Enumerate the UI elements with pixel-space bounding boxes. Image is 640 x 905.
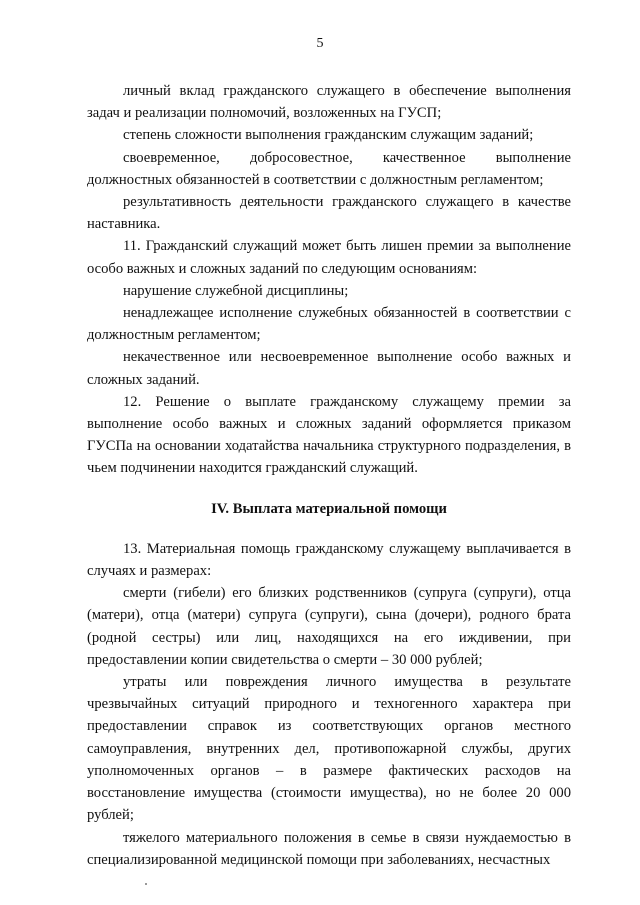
paragraph-hardship: тяжелого материального положения в семье в связи нуждаемостью в специализированной медицинской помощи при заболеваниях, несчастных: [87, 829, 571, 868]
page-number: 5: [316, 36, 324, 51]
scan-speck: [145, 883, 147, 885]
paragraph-timely-performance: своевременное, добросовестное, качественное выполнение должностных обязанностей в соответствии с должностным регламентом;: [87, 149, 571, 188]
paragraph-discipline-violation: нарушение служебной дисциплины;: [123, 282, 349, 299]
paragraph-clause-11: 11. Гражданский служащий может быть лишен премии за выполнение особо важных и сложных заданий по следующим основаниям:: [87, 238, 571, 277]
section-heading: IV. Выплата материальной помощи: [211, 500, 447, 517]
document-body: [87, 80, 571, 871]
paragraph-clause-12: 12. Решение о выплате гражданскому служащему премии за выполнение особо важных и сложных заданий оформляется приказом ГУСПа на основании ходатайства начальника структурного подразделения, в чьем подчинении находится гражданский служащий.: [87, 393, 571, 477]
paragraph-task-complexity: степень сложности выполнения гражданским служащим заданий;: [123, 127, 534, 144]
paragraph-clause-13: 13. Материальная помощь гражданскому служащему выплачивается в случаях и размерах:: [87, 540, 571, 580]
paragraph-improper-duties: ненадлежащее исполнение служебных обязанностей в соответствии с должностным регламентом;: [87, 305, 571, 344]
paragraph-property-loss: утраты или повреждения личного имущества в результате чрезвычайных ситуаций природного и техногенного характера при предоставлении справок из соответствующих органов местного самоуправления, внутренних дел, противопожарной службы, других уполномоченных органов – в размере фактических расходов на восстановление имущества (стоимости имущества), но не более 20 000 рублей;: [87, 674, 571, 824]
paragraph-poor-task-execution: некачественное или несвоевременное выполнение особо важных и сложных заданий.: [87, 349, 571, 388]
paragraph-personal-contribution: личный вклад гражданского служащего в обеспечение выполнения задач и реализации полномочий, возложенных на ГУСП;: [87, 83, 571, 122]
paragraph-mentor-performance: результативность деятельности гражданского служащего в качестве наставника.: [87, 194, 571, 233]
paragraph-death-of-relatives: смерти (гибели) его близких родственников (супруга (супруги), отца (матери), отца (матери) супруга (супруги), сына (дочери), родного брата (родной сестры) или лиц, находящихся на его иждивении, при предоставлении копии свидетельства о смерти – 30 000 рублей;: [87, 585, 571, 668]
